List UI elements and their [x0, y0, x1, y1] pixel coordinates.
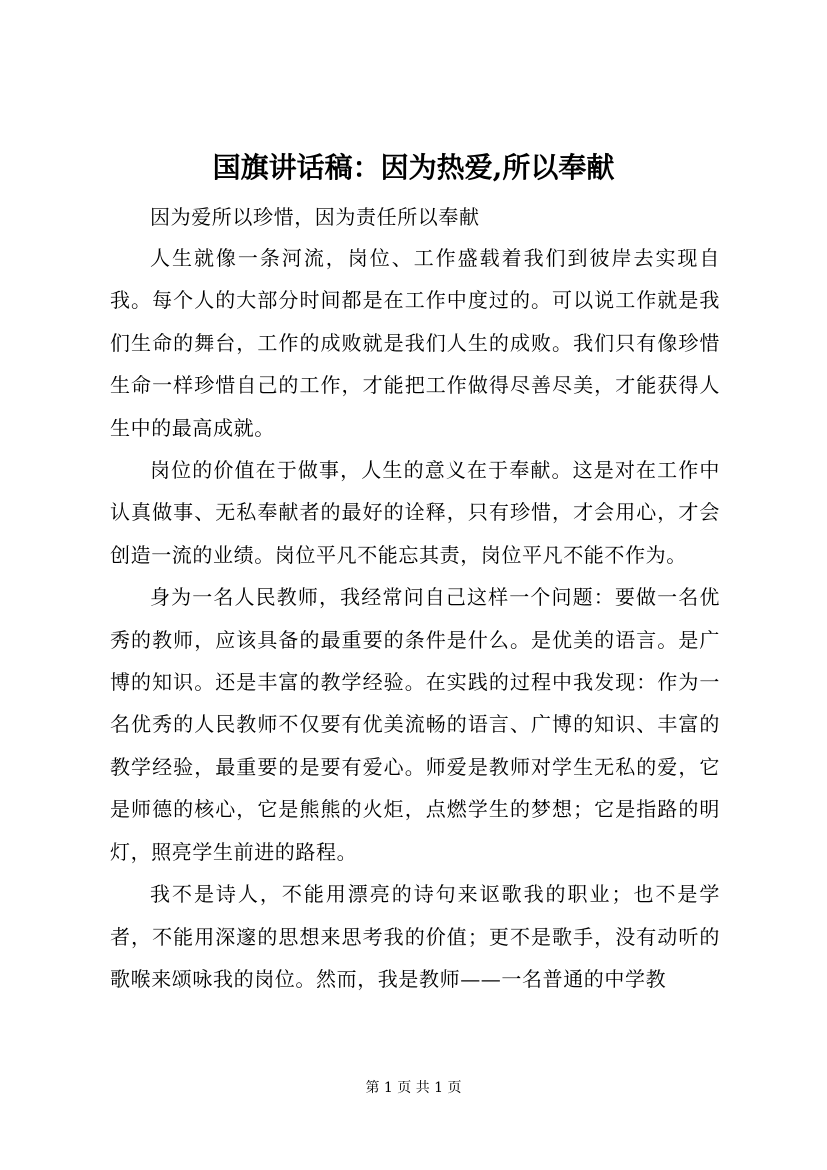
page-footer: 第 1 页 共 1 页	[365, 1080, 462, 1096]
paragraph: 岗位的价值在于做事，人生的意义在于奉献。这是对在工作中认真做事、无私奉献者的最好的诠释，只有珍惜，才会用心，才会创造一流的业绩。岗位平凡不能忘其责，岗位平凡不能不作为。	[110, 458, 720, 567]
document-body	[110, 197, 720, 1000]
paragraph: 人生就像一条河流，岗位、工作盛载着我们到彼岸去实现自我。每个人的大部分时间都是在工作中度过的。可以说工作就是我们生命的舞台，工作的成败就是我们人生的成败。我们只有像珍惜生命一样珍惜自己的工作，才能把工作做得尽善尽美，才能获得人生中的最高成就。	[110, 246, 720, 440]
paragraph: 因为爱所以珍惜，因为责任所以奉献	[150, 205, 480, 229]
paragraph: 身为一名人民教师，我经常问自己这样一个问题：要做一名优秀的教师，应该具备的最重要的条件是什么。是优美的语言。是广博的知识。还是丰富的教学经验。在实践的过程中我发现：作为一名优秀的人民教师不仅要有优美流畅的语言、广博的知识、丰富的教学经验，最重要的是要有爱心。师爱是教师对学生无私的爱，它是师德的核心，它是熊熊的火炬，点燃学生的梦想；它是指路的明灯，照亮学生前进的路程。	[110, 585, 720, 864]
document-title: 国旗讲话稿：因为热爱,所以奉献	[212, 151, 615, 184]
paragraph: 我不是诗人，不能用漂亮的诗句来讴歌我的职业；也不是学者，不能用深邃的思想来思考我的价值；更不是歌手，没有动听的歌喉来颂咏我的岗位。然而，我是教师——一名普通的中学教	[110, 882, 720, 991]
